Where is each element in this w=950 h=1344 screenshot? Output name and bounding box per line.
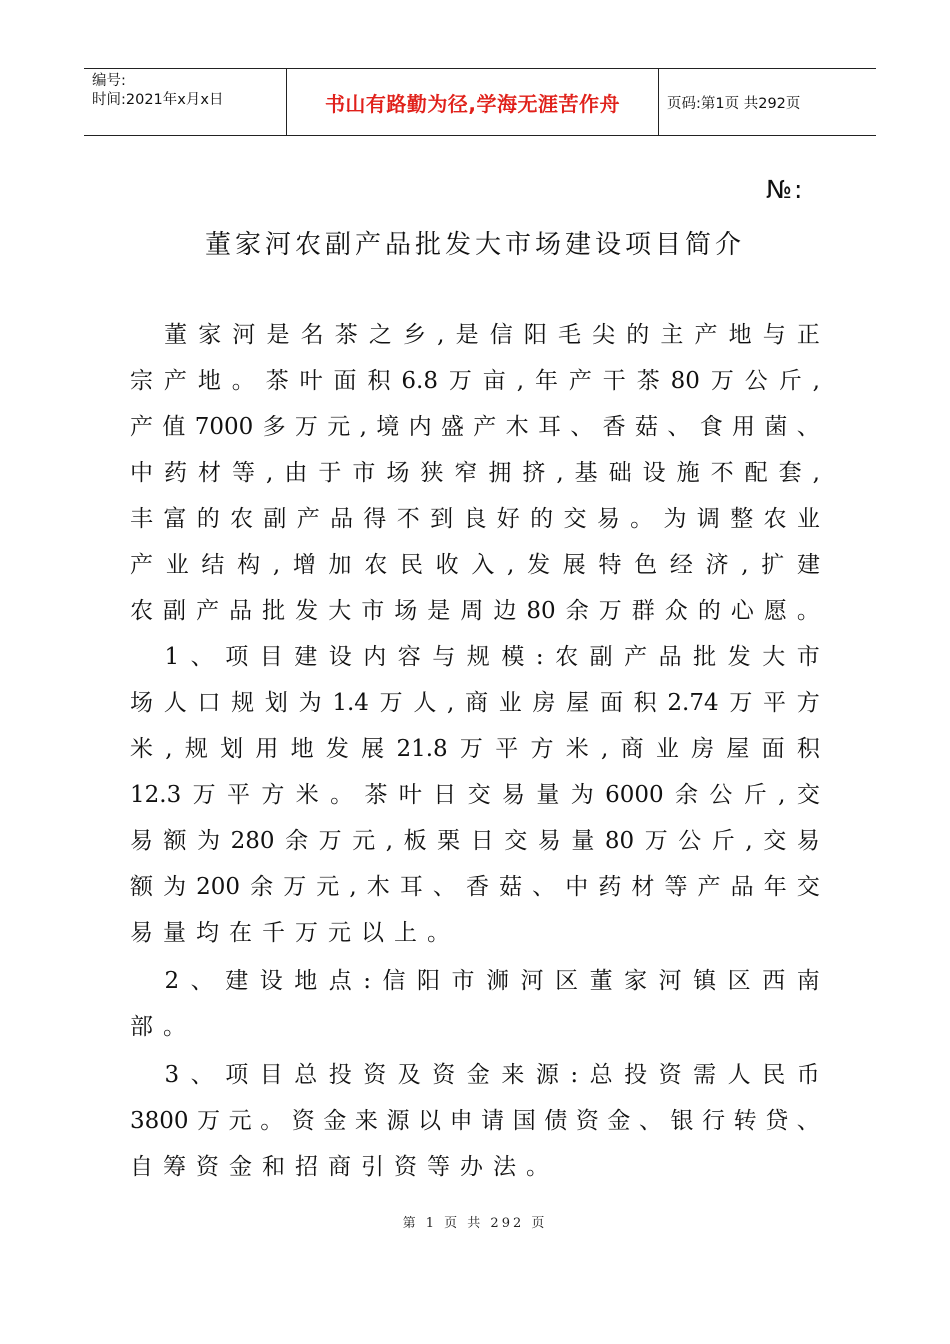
paragraph-scope xyxy=(130,634,820,956)
text-line: 12.3 万 平 方 米 。 茶 叶 日 交 易 量 为 6000 余 公 斤 , 交 xyxy=(130,782,820,808)
text-line: 3800 万 元 。 资 金 来 源 以 申 请 国 债 资 金 、 银 行 转 贷 、 xyxy=(130,1108,820,1134)
number-mark: №: xyxy=(766,175,805,204)
paragraph-investment xyxy=(130,1052,820,1190)
page-footer: 第 1 页 共 292 页 xyxy=(402,1216,548,1231)
text-line: 自筹资金和招商引资等办法。 xyxy=(130,1154,559,1180)
header-meta xyxy=(84,69,286,135)
header-page-info: 页码:第1页 共292页 xyxy=(667,95,801,112)
header-motto: 书山有路勤为径,学海无涯苦作舟 xyxy=(286,69,659,135)
text-line: 米 , 规 划 用 地 发 展 21.8 万 平 方 米 , 商 业 房 屋 面 积 xyxy=(130,736,820,762)
text-line: 中 药 材 等 , 由 于 市 场 狭 窄 拥 挤 , 基 础 设 施 不 配 套 , xyxy=(130,460,820,486)
text-line: 产 业 结 构 , 增 加 农 民 收 入 , 发 展 特 色 经 济 , 扩 建 xyxy=(130,552,820,578)
text-line: 场 人 口 规 划 为 1.4 万 人 , 商 业 房 屋 面 积 2.74 万 平 方 xyxy=(130,690,820,716)
text-line: 易量均在千万元以上。 xyxy=(130,920,460,946)
paragraph-intro xyxy=(130,312,820,634)
text-line: 产 值 7000 多 万 元 , 境 内 盛 产 木 耳 、 香 菇 、 食 用 菌 、 xyxy=(130,414,820,440)
document-body xyxy=(130,312,820,1190)
text-line: 2 、 建 设 地 点 : 信 阳 市 浉 河 区 董 家 河 镇 区 西 南 xyxy=(164,968,820,994)
document-date-label: 时间:2021年x月x日 xyxy=(92,92,224,108)
text-line: 董 家 河 是 名 茶 之 乡 , 是 信 阳 毛 尖 的 主 产 地 与 正 xyxy=(164,322,820,348)
text-line: 部。 xyxy=(130,1014,196,1040)
document-title: 董家河农副产品批发大市场建设项目简介 xyxy=(204,230,745,260)
text-line: 丰 富 的 农 副 产 品 得 不 到 良 好 的 交 易 。 为 调 整 农 业 xyxy=(130,506,820,532)
text-line: 1 、 项 目 建 设 内 容 与 规 模 : 农 副 产 品 批 发 大 市 xyxy=(164,644,820,670)
text-line: 额 为 200 余 万 元 , 木 耳 、 香 菇 、 中 药 材 等 产 品 年 交 xyxy=(130,874,820,900)
page-header xyxy=(84,68,876,136)
document-number-label: 编号: xyxy=(92,73,126,89)
text-line: 农 副 产 品 批 发 大 市 场 是 周 边 80 余 万 群 众 的 心 愿 。 xyxy=(130,598,820,624)
text-line: 3 、 项 目 总 投 资 及 资 金 来 源 : 总 投 资 需 人 民 币 xyxy=(164,1062,820,1088)
text-line: 易 额 为 280 余 万 元 , 板 栗 日 交 易 量 80 万 公 斤 , 交 易 xyxy=(130,828,820,854)
paragraph-location xyxy=(130,958,820,1050)
text-line: 宗 产 地 。 茶 叶 面 积 6.8 万 亩 , 年 产 干 茶 80 万 公 斤 , xyxy=(130,368,820,394)
